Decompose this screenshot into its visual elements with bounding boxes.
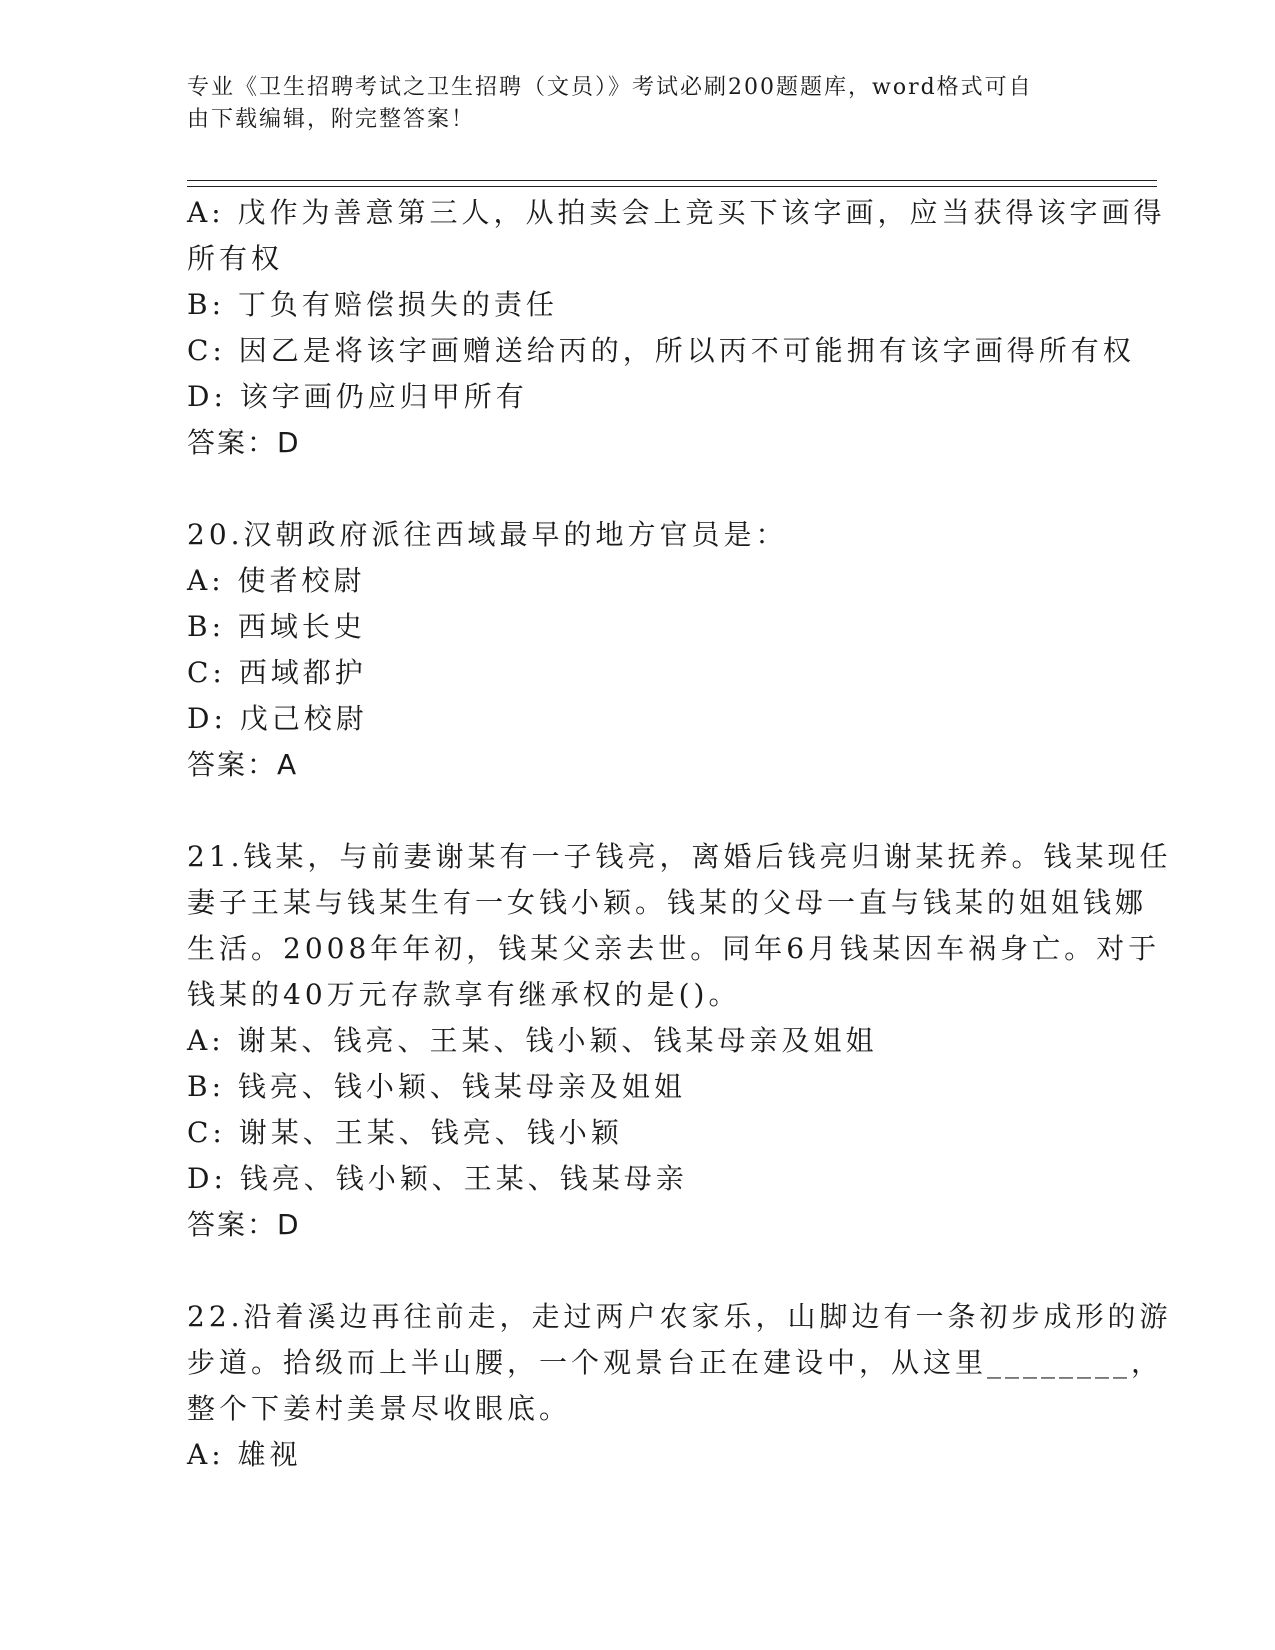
question-stem: 20.汉朝政府派往西域最早的地方官员是：: [187, 518, 788, 551]
option-c: C: 西域都护: [187, 656, 367, 689]
option-b: B: 西域长史: [187, 610, 366, 643]
spacer: [187, 466, 1087, 512]
option-a: A: 谢某、钱亮、王某、钱小颖、钱某母亲及姐姐: [187, 1024, 878, 1057]
option-c: C: 因乙是将该字画赠送给丙的，所以丙不可能拥有该字画得所有权: [187, 334, 1135, 367]
option-a-continued: 所有权: [187, 242, 284, 275]
header-rule-top: [187, 180, 1157, 181]
question-stem-continued: 钱某的40万元存款享有继承权的是()。: [187, 978, 741, 1011]
document-header: [187, 72, 1067, 136]
option-d: D: 该字画仍应归甲所有: [187, 380, 528, 413]
question-stem-continued: 步道。拾级而上半山腰，一个观景台正在建设中，从这里________，: [187, 1346, 1164, 1379]
question-stem: 22.沿着溪边再往前走，走过两户农家乐，山脚边有一条初步成形的游: [187, 1300, 1172, 1333]
answer: 答案：D: [187, 426, 301, 459]
spacer: [187, 1248, 1087, 1294]
header-line-1: 专业《卫生招聘考试之卫生招聘（文员）》考试必刷200题题库，word格式可自: [187, 75, 1033, 100]
question-stem-continued: 生活。2008年年初，钱某父亲去世。同年6月钱某因车祸身亡。对于: [187, 932, 1161, 965]
prev-question: [187, 190, 1166, 466]
question-22: [187, 1294, 1172, 1478]
option-b: B: 钱亮、钱小颖、钱某母亲及姐姐: [187, 1070, 686, 1103]
question-stem: 21.钱某，与前妻谢某有一子钱亮，离婚后钱亮归谢某抚养。钱某现任: [187, 840, 1172, 873]
header-rule-bottom: [187, 186, 1157, 187]
question-stem-continued: 整个下姜村美景尽收眼底。: [187, 1392, 572, 1425]
answer: 答案：D: [187, 1208, 301, 1241]
option-a: A: 戊作为善意第三人，从拍卖会上竞买下该字画，应当获得该字画得: [187, 196, 1166, 229]
question-20: [187, 512, 1087, 788]
option-c: C: 谢某、王某、钱亮、钱小颖: [187, 1116, 623, 1149]
answer: 答案：A: [187, 748, 299, 781]
option-a: A: 雄视: [187, 1438, 302, 1471]
document-body: [187, 190, 1172, 1478]
spacer: [187, 788, 1087, 834]
option-b: B: 丁负有赔偿损失的责任: [187, 288, 558, 321]
question-21: [187, 834, 1172, 1248]
option-a: A: 使者校尉: [187, 564, 366, 597]
header-line-2: 由下载编辑，附完整答案！: [187, 107, 476, 132]
option-d: D: 钱亮、钱小颖、王某、钱某母亲: [187, 1162, 688, 1195]
question-stem-continued: 妻子王某与钱某生有一女钱小颖。钱某的父母一直与钱某的姐姐钱娜: [187, 886, 1148, 919]
option-d: D: 戊己校尉: [187, 702, 368, 735]
